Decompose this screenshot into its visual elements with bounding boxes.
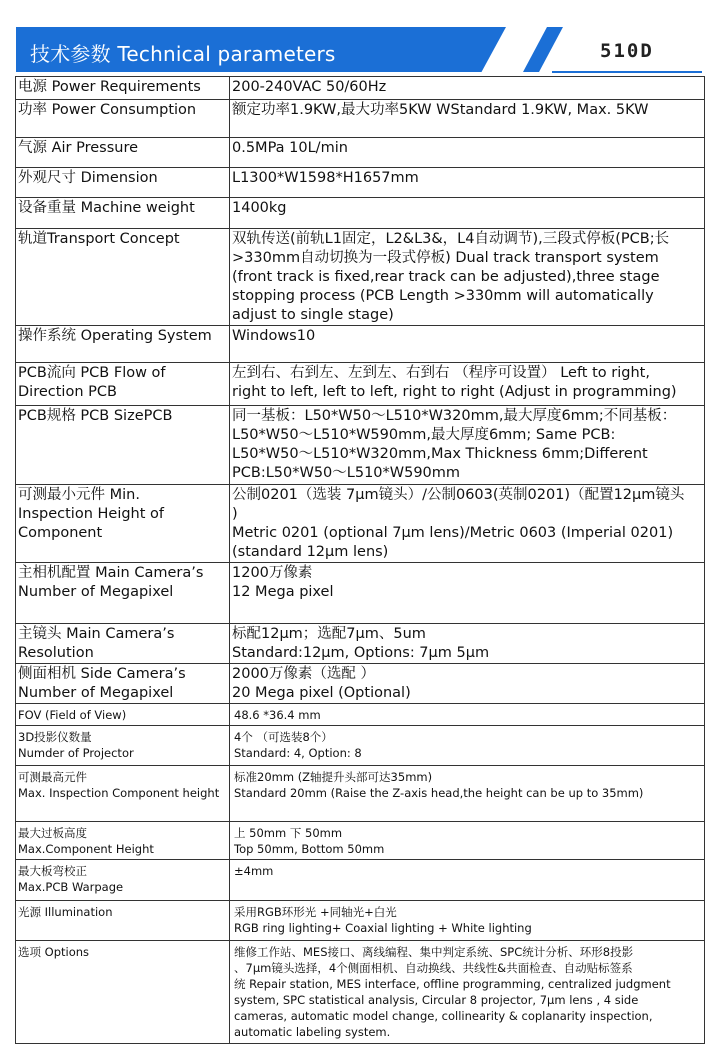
spec-row bbox=[16, 704, 705, 726]
spec-row bbox=[16, 77, 705, 100]
spec-label-line: Number of Megapixel bbox=[18, 584, 174, 600]
spec-label-line: 最大板弯校正 bbox=[18, 864, 87, 878]
spec-value-line: right to left, left to left, right to right (Adjust in programming) bbox=[232, 384, 677, 400]
spec-label-line: 设备重量 Machine weight bbox=[18, 200, 195, 216]
spec-label-line: 轨道Transport Concept bbox=[18, 231, 180, 247]
spec-label-cell bbox=[16, 704, 230, 726]
spec-value-line: Metric 0201 (optional 7μm lens)/Metric 0603 (Imperial 0201) bbox=[232, 525, 674, 541]
spec-value-line: 1400kg bbox=[232, 200, 287, 216]
spec-value-line: 采用RGB环形光 +同轴光+白光 bbox=[234, 905, 397, 919]
spec-value-line: Top 50mm, Bottom 50mm bbox=[234, 842, 385, 856]
spec-label-line: 可测最小元件 Min. bbox=[18, 487, 140, 503]
spec-row bbox=[16, 726, 705, 766]
spec-value-cell bbox=[230, 860, 705, 901]
spec-label-cell bbox=[16, 941, 230, 1044]
spec-label-cell bbox=[16, 363, 230, 406]
spec-value-cell bbox=[230, 726, 705, 766]
accent-stripe bbox=[523, 27, 563, 72]
model-underline bbox=[552, 71, 702, 73]
spec-label-line: Component bbox=[18, 525, 103, 541]
spec-value-line: 左到右、右到左、左到左、右到右 （程序可设置） Left to right, bbox=[232, 365, 650, 381]
spec-label-line: Resolution bbox=[18, 645, 94, 661]
spec-label-line: Max.PCB Warpage bbox=[18, 880, 124, 894]
spec-row bbox=[16, 941, 705, 1044]
spec-label-cell bbox=[16, 100, 230, 138]
spec-label-line: Inspection Height of bbox=[18, 506, 165, 522]
spec-label-line: 操作系统 Operating System bbox=[18, 328, 212, 344]
spec-value-line: 4个 （可选装8个） bbox=[234, 730, 333, 744]
spec-value-line: 0.5MPa 10L/min bbox=[232, 140, 348, 156]
spec-label-cell bbox=[16, 664, 230, 704]
spec-value-line: 双轨传送(前轨L1固定，L2&L3&，L4自动调节),三段式停板(PCB;长 bbox=[232, 231, 670, 247]
spec-value-line: PCB:L50*W50～L510*W590mm bbox=[232, 465, 461, 481]
spec-row bbox=[16, 822, 705, 860]
spec-label-line: 侧面相机 Side Camera’s bbox=[18, 666, 186, 682]
spec-label-cell bbox=[16, 485, 230, 563]
spec-value-line: 标配12μm；选配7μm、5um bbox=[232, 626, 426, 642]
spec-label-cell bbox=[16, 406, 230, 485]
spec-row bbox=[16, 901, 705, 941]
spec-label-cell bbox=[16, 822, 230, 860]
spec-value-line: 统 Repair station, MES interface, offline programming, centralized judgment bbox=[234, 977, 671, 991]
spec-label-cell bbox=[16, 168, 230, 198]
spec-label-line: 电源 Power Requirements bbox=[18, 79, 201, 95]
spec-value-line: Standard: 4, Option: 8 bbox=[234, 746, 362, 760]
spec-label-cell bbox=[16, 624, 230, 664]
spec-value-line: RGB ring lighting+ Coaxial lighting + White lighting bbox=[234, 921, 532, 935]
spec-value-cell bbox=[230, 822, 705, 860]
spec-value-line: 12 Mega pixel bbox=[232, 584, 334, 600]
spec-value-line: system, SPC statistical analysis, Circular 8 projector, 7μm lens , 4 side bbox=[234, 993, 639, 1007]
spec-value-cell bbox=[230, 168, 705, 198]
spec-row bbox=[16, 326, 705, 363]
spec-value-line: ±4mm bbox=[234, 864, 274, 878]
spec-label-line: Number of Megapixel bbox=[18, 685, 174, 701]
spec-value-cell bbox=[230, 563, 705, 624]
spec-value-line: Standard:12μm, Options: 7μm 5μm bbox=[232, 645, 490, 661]
spec-value-cell bbox=[230, 485, 705, 563]
spec-label-line: 最大过板高度 bbox=[18, 826, 87, 840]
spec-label-cell bbox=[16, 563, 230, 624]
spec-value-line: 48.6 *36.4 mm bbox=[234, 708, 321, 722]
spec-label-line: 气源 Air Pressure bbox=[18, 140, 139, 156]
spec-label-line: Max.Component Height bbox=[18, 842, 154, 856]
spec-label-line: Numder of Projector bbox=[18, 746, 134, 760]
spec-value-line: 200-240VAC 50/60Hz bbox=[232, 79, 387, 95]
spec-label-cell bbox=[16, 138, 230, 168]
spec-label-cell bbox=[16, 860, 230, 901]
spec-value-cell bbox=[230, 704, 705, 726]
spec-value-line: (front track is fixed,rear track can be adjusted),three stage bbox=[232, 269, 660, 285]
spec-value-line: 、7μm镜头选择，4个侧面相机、自动换线、共线性&共面检查、自动贴标签系 bbox=[234, 961, 633, 975]
spec-label-line: FOV (Field of View) bbox=[18, 708, 127, 722]
spec-value-line: 标准20mm (Z轴提升头部可达35mm) bbox=[234, 770, 433, 784]
spec-label-line: Max. Inspection Component height bbox=[18, 786, 220, 800]
spec-value-line: 额定功率1.9KW,最大功率5KW WStandard 1.9KW, Max. 5KW bbox=[232, 102, 649, 118]
page-title: 技术参数 Technical parameters bbox=[30, 42, 336, 66]
spec-row bbox=[16, 624, 705, 664]
spec-value-line: 1200万像素 bbox=[232, 565, 313, 581]
spec-value-line: Windows10 bbox=[232, 328, 316, 344]
spec-value-cell bbox=[230, 766, 705, 822]
spec-value-line: 上 50mm 下 50mm bbox=[234, 826, 343, 840]
spec-value-line: (standard 12μm lens) bbox=[232, 544, 389, 560]
spec-table bbox=[15, 76, 705, 1044]
spec-label-line: 选项 Options bbox=[18, 945, 90, 959]
spec-value-cell bbox=[230, 100, 705, 138]
spec-label-cell bbox=[16, 726, 230, 766]
spec-value-line: 维修工作站、MES接口、离线编程、集中判定系统、SPC统计分析、环形8投影 bbox=[234, 945, 634, 959]
spec-label-cell bbox=[16, 198, 230, 229]
spec-value-line: ) bbox=[232, 506, 238, 522]
spec-row bbox=[16, 766, 705, 822]
spec-value-line: 2000万像素（选配 ） bbox=[232, 666, 376, 682]
spec-row bbox=[16, 363, 705, 406]
spec-label-line: Direction PCB bbox=[18, 384, 117, 400]
spec-value-line: L1300*W1598*H1657mm bbox=[232, 170, 419, 186]
spec-value-cell bbox=[230, 664, 705, 704]
header-banner bbox=[0, 0, 720, 78]
spec-value-line: 同一基板：L50*W50～L510*W320mm,最大厚度6mm;不同基板： bbox=[232, 408, 677, 424]
spec-label-line: 可测最高元件 bbox=[18, 770, 87, 784]
spec-label-line: PCB规格 PCB SizePCB bbox=[18, 408, 173, 424]
spec-value-cell bbox=[230, 363, 705, 406]
spec-label-line: 3D投影仪数量 bbox=[18, 730, 92, 744]
spec-value-cell bbox=[230, 138, 705, 168]
spec-row bbox=[16, 860, 705, 901]
spec-value-line: adjust to single stage) bbox=[232, 307, 394, 323]
spec-row bbox=[16, 664, 705, 704]
spec-label-line: 外观尺寸 Dimension bbox=[18, 170, 158, 186]
spec-value-cell bbox=[230, 901, 705, 941]
spec-value-line: automatic labeling system. bbox=[234, 1025, 391, 1039]
spec-label-line: 主镜头 Main Camera’s bbox=[18, 626, 175, 642]
spec-value-cell bbox=[230, 326, 705, 363]
spec-row bbox=[16, 406, 705, 485]
spec-value-line: 公制0201（选装 7μm镜头）/公制0603(英制0201)（配置12μm镜头 bbox=[232, 487, 685, 503]
spec-label-line: 功率 Power Consumption bbox=[18, 102, 197, 118]
spec-label-cell bbox=[16, 77, 230, 100]
spec-value-line: 20 Mega pixel (Optional) bbox=[232, 685, 411, 701]
spec-label-cell bbox=[16, 766, 230, 822]
spec-row bbox=[16, 563, 705, 624]
spec-label-line: PCB流向 PCB Flow of bbox=[18, 365, 166, 381]
spec-row bbox=[16, 138, 705, 168]
spec-label-cell bbox=[16, 901, 230, 941]
spec-value-line: L50*W50～L510*W320mm,Max Thickness 6mm;Different bbox=[232, 446, 648, 462]
spec-value-line: cameras, automatic model change, collinearity & coplanarity inspection, bbox=[234, 1009, 653, 1023]
spec-value-line: stopping process (PCB Length >330mm will automatically bbox=[232, 288, 654, 304]
spec-label-cell bbox=[16, 326, 230, 363]
spec-row bbox=[16, 168, 705, 198]
spec-label-line: 光源 Illumination bbox=[18, 905, 113, 919]
spec-row bbox=[16, 485, 705, 563]
spec-row bbox=[16, 229, 705, 326]
spec-value-line: L50*W50～L510*W590mm,最大厚度6mm; Same PCB: bbox=[232, 427, 616, 443]
spec-label-line: 主相机配置 Main Camera’s bbox=[18, 565, 204, 581]
spec-label-cell bbox=[16, 229, 230, 326]
spec-value-line: >330mm自动切换为一段式停板) Dual track transport system bbox=[232, 250, 659, 266]
spec-value-cell bbox=[230, 624, 705, 664]
spec-value-cell bbox=[230, 198, 705, 229]
spec-value-cell bbox=[230, 941, 705, 1044]
spec-table-body bbox=[16, 77, 705, 1044]
spec-row bbox=[16, 198, 705, 229]
spec-value-cell bbox=[230, 77, 705, 100]
spec-value-line: Standard 20mm (Raise the Z-axis head,the height can be up to 35mm) bbox=[234, 786, 644, 800]
spec-value-cell bbox=[230, 406, 705, 485]
spec-row bbox=[16, 100, 705, 138]
model-number: 510D bbox=[600, 40, 654, 62]
spec-value-cell bbox=[230, 229, 705, 326]
